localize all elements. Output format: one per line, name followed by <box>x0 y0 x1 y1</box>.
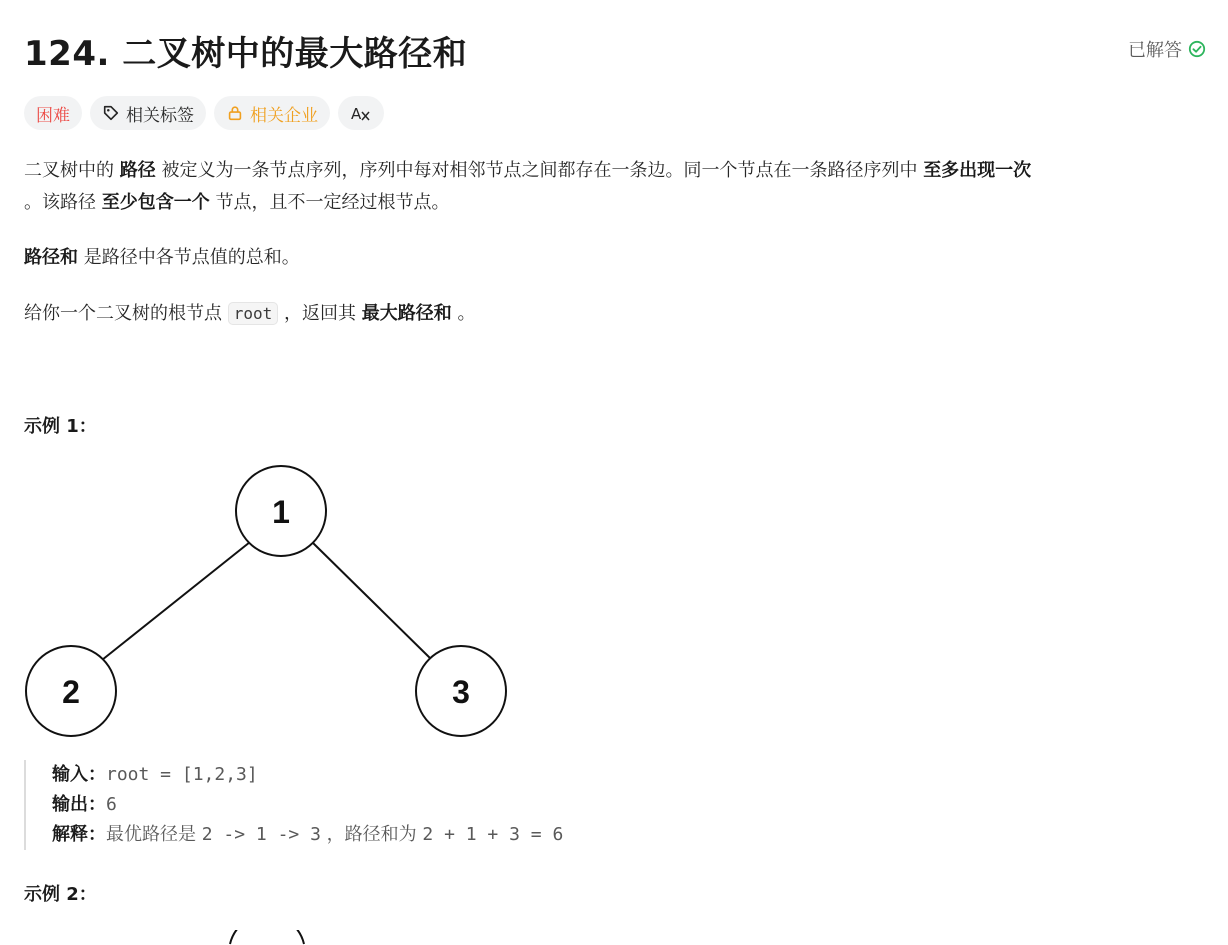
explanation-path: 2 -> 1 -> 3 <box>201 824 321 845</box>
translate-icon <box>350 103 372 123</box>
solved-status <box>1128 36 1206 62</box>
description-paragraph-2 <box>24 242 1209 274</box>
check-circle-icon <box>1188 40 1206 58</box>
tree-node-label: 1 <box>272 494 290 530</box>
tag-icon <box>102 104 120 122</box>
desc-bold: 至少包含一个 <box>101 192 210 213</box>
desc-bold: 最大路径和 <box>361 303 452 324</box>
difficulty-badge <box>24 96 82 130</box>
tree-node-label: 2 <box>62 674 80 710</box>
tree-edge <box>312 542 432 660</box>
problem-title: 124. 二叉树中的最大路径和 <box>24 34 468 74</box>
description-paragraph-3 <box>24 298 1209 330</box>
tree-edge <box>102 542 250 660</box>
desc-text: 二叉树中的 <box>24 160 120 181</box>
translate-button[interactable] <box>338 96 384 130</box>
svg-text:A: A <box>351 105 362 123</box>
example-1-title: 示例 1： <box>24 416 97 437</box>
example-1-tree-diagram <box>24 462 508 740</box>
example-1-io-block <box>24 760 563 850</box>
explanation-label: 解释： <box>52 824 106 845</box>
lock-icon <box>226 104 244 122</box>
output-value: 6 <box>106 794 117 815</box>
desc-bold: 路径和 <box>24 247 78 268</box>
desc-text: 。该路径 <box>24 192 102 213</box>
desc-text: ，返回其 <box>278 303 362 324</box>
related-tags-button[interactable] <box>90 96 206 130</box>
example-2-tree-diagram <box>228 930 308 945</box>
explanation-text: ，路径和为 <box>320 824 423 845</box>
desc-text: 被定义为一条节点序列，序列中每对相邻节点之间都存在一条边。同一个节点在一条路径序列中 <box>155 160 924 181</box>
tree-node-label: 3 <box>452 674 470 710</box>
difficulty-label: 困难 <box>36 105 70 126</box>
output-label: 输出： <box>52 794 106 815</box>
inline-code: root <box>228 302 279 325</box>
desc-text: 节点，且不一定经过根节点。 <box>209 192 450 213</box>
desc-text: 给你一个二叉树的根节点 <box>24 303 228 324</box>
input-value: root = [1,2,3] <box>106 764 258 785</box>
explanation-line <box>52 820 563 850</box>
desc-bold: 至多出现一次 <box>923 160 1032 181</box>
description-paragraph-1 <box>24 155 1209 219</box>
desc-bold: 路径 <box>119 160 156 181</box>
input-label: 输入： <box>52 764 106 785</box>
explanation-sum: 2 + 1 + 3 = 6 <box>422 824 564 845</box>
related-companies-label: 相关企业 <box>250 105 318 126</box>
input-line <box>52 760 563 790</box>
desc-text: 。 <box>451 303 476 324</box>
related-tags-label: 相关标签 <box>126 105 194 126</box>
tree-node-partial <box>230 930 304 944</box>
related-companies-button[interactable] <box>214 96 330 130</box>
explanation-text: 最优路径是 <box>106 824 202 845</box>
output-line <box>52 790 563 820</box>
desc-text: 是路径中各节点值的总和。 <box>78 247 300 268</box>
solved-label: 已解答 <box>1128 40 1182 61</box>
example-2-title: 示例 2： <box>24 884 97 905</box>
tag-bar <box>24 96 384 130</box>
